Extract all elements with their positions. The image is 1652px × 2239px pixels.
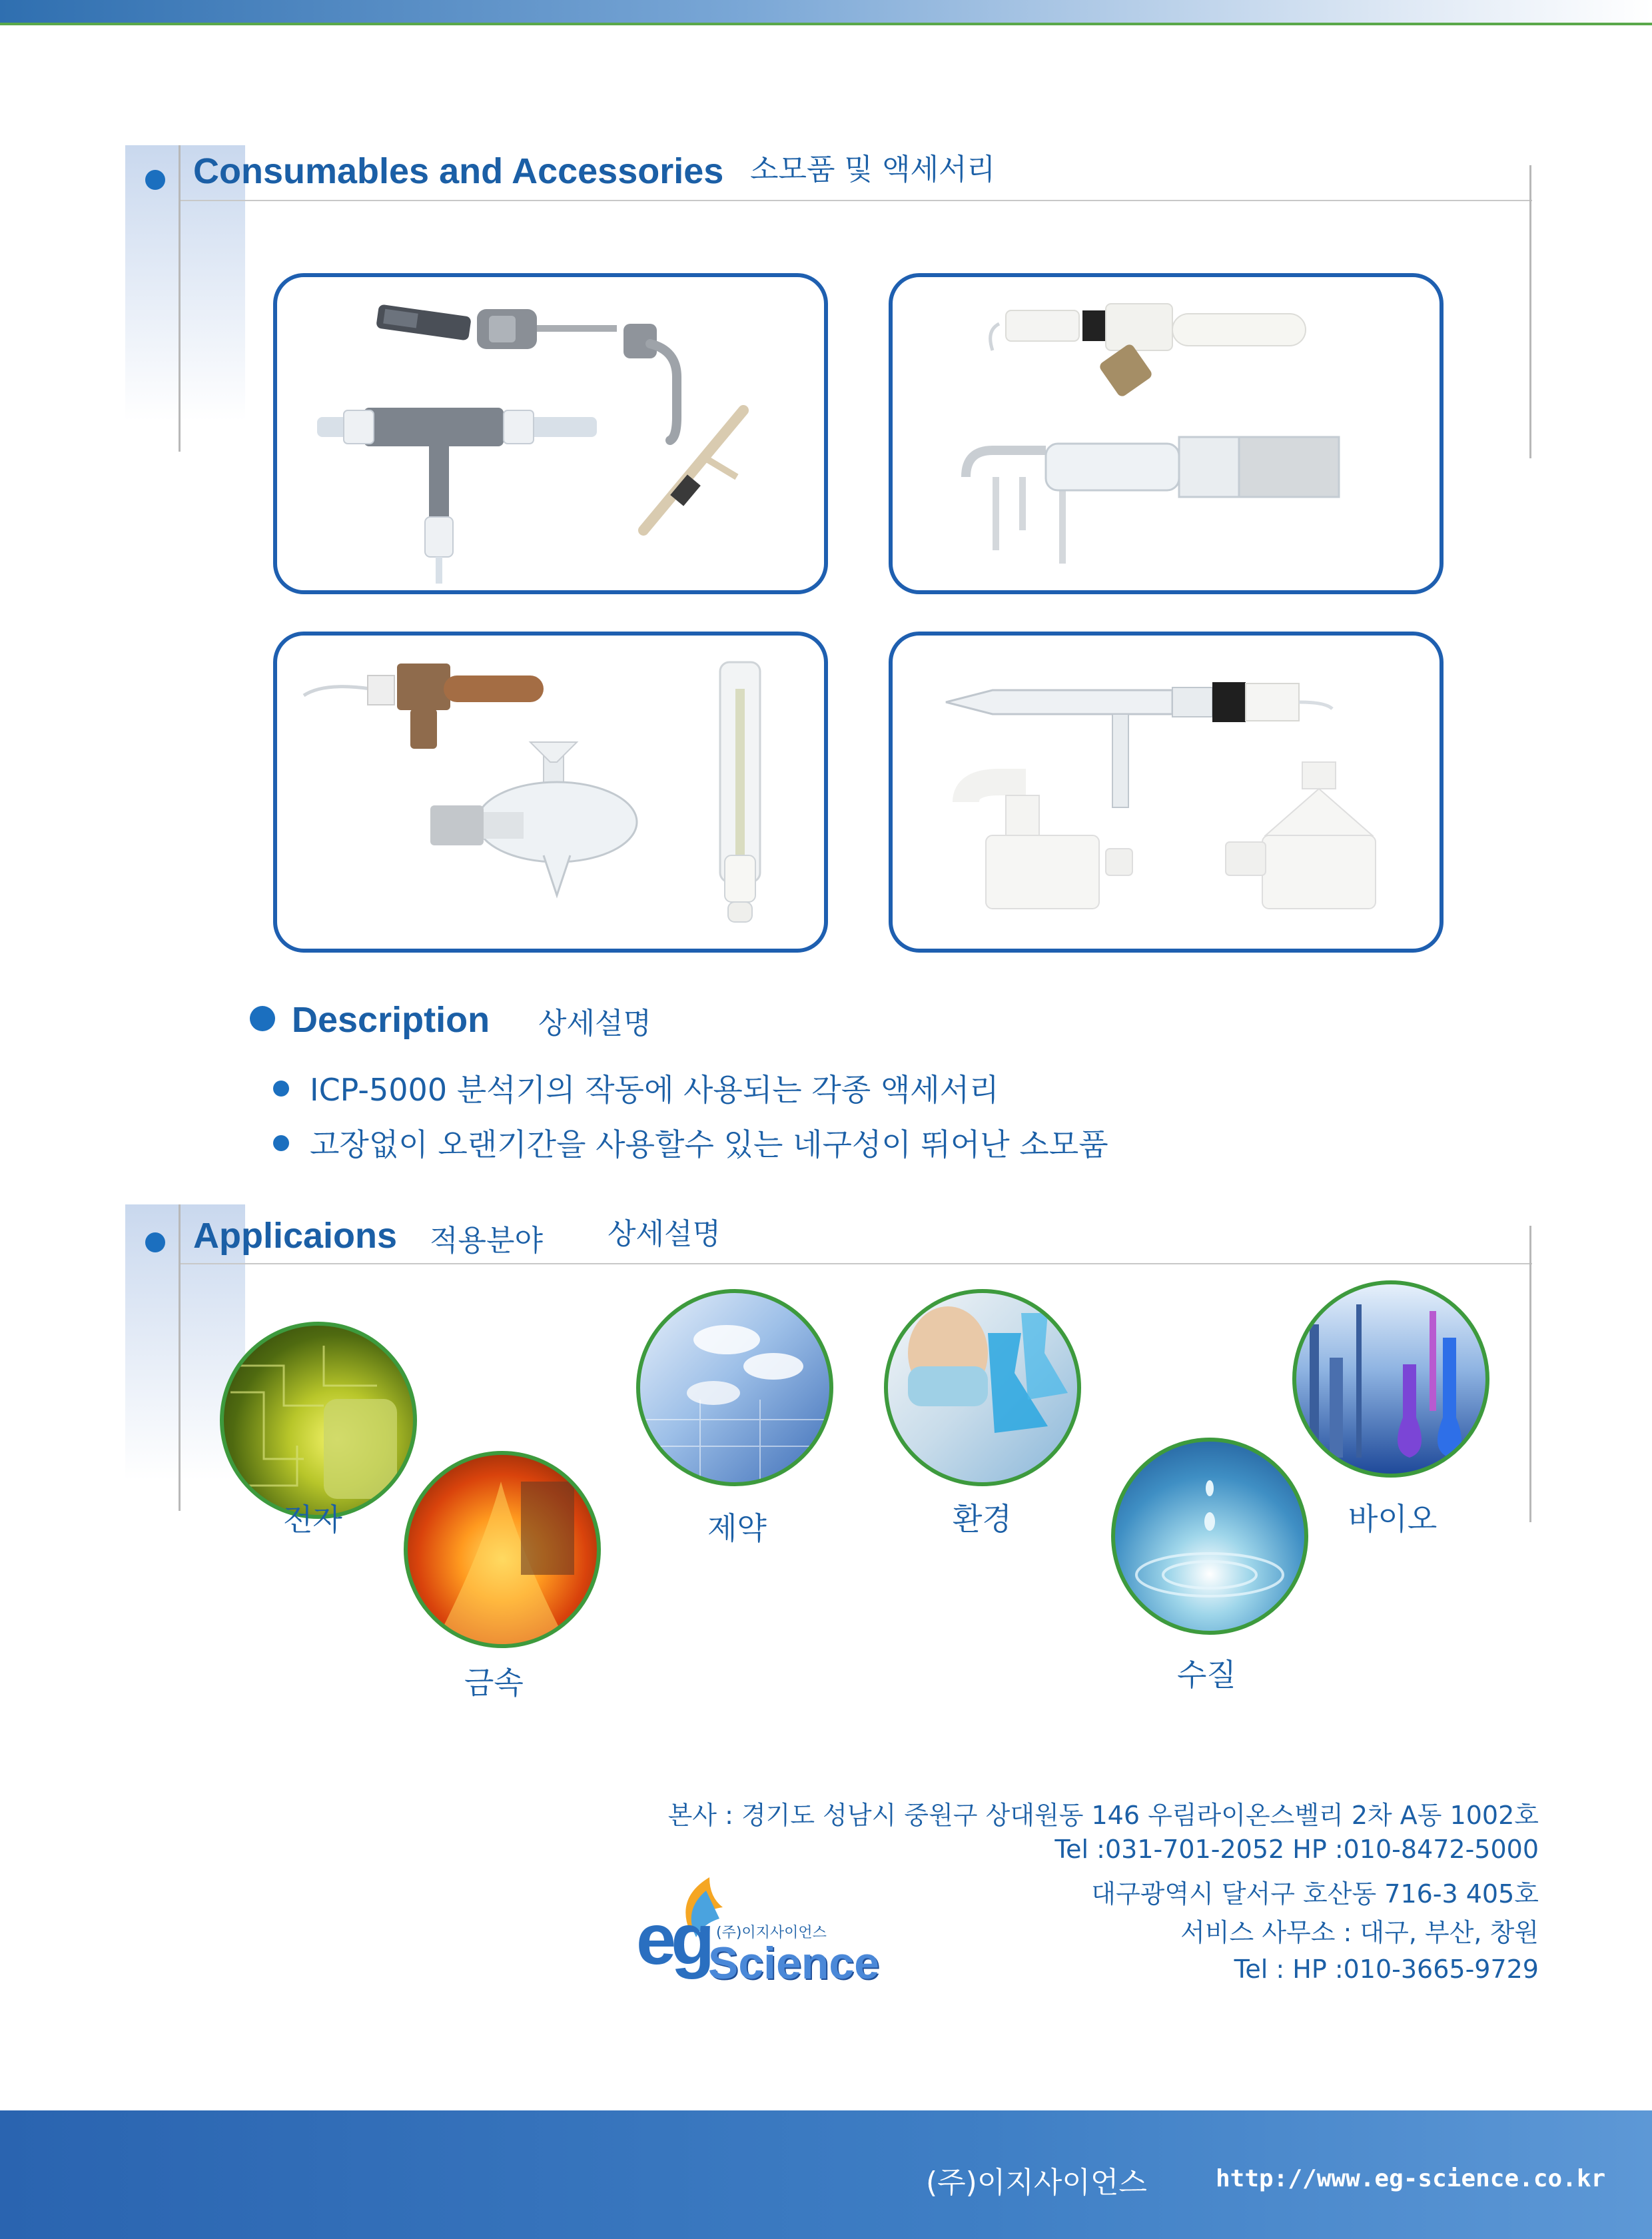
bio-photo — [1292, 1280, 1489, 1478]
section-subtitle-applications: 상세설명 — [608, 1217, 721, 1251]
company-logo — [636, 1871, 896, 1997]
metal-graphic — [408, 1455, 597, 1644]
description-item-bullet — [273, 1081, 289, 1097]
application-label: 금속 — [464, 1665, 524, 1701]
product-panel-concentric-set — [889, 632, 1444, 953]
ptfe-nebulizer — [991, 304, 1306, 398]
ptfe-spray-chamber-b — [1226, 762, 1376, 909]
divider-vertical-right — [1529, 165, 1531, 458]
description-item: ICP-5000 분석기의 작동에 사용되는 각종 액세서리 — [310, 1072, 999, 1108]
application-label: 수질 — [1177, 1657, 1236, 1693]
metal-photo — [404, 1451, 601, 1648]
spray-chambers-illustration — [277, 636, 824, 949]
t-junction — [317, 408, 597, 584]
section-title-applications-kor: 적용분야 — [430, 1224, 544, 1258]
description-bullet — [250, 1006, 275, 1031]
logo-eg-text: eg — [636, 1899, 710, 1979]
bio-graphic — [1296, 1284, 1485, 1474]
divider-vertical-right — [1529, 1226, 1531, 1522]
concentric-set-illustration — [893, 636, 1440, 949]
description-item-bullet — [273, 1135, 289, 1151]
footer-company-name: (주)이지사이언스 — [926, 2166, 1147, 2200]
logo-company-small: (주)이지사이언스 — [716, 1925, 827, 1941]
contact-hq-address: 본사 : 경기도 성남시 중원구 상대원동 146 우림라이온스벨리 2차 A동 1002호 — [667, 1801, 1539, 1830]
contact-hq-tel: Tel :031-701-2052 HP :010-8472-5000 — [1054, 1835, 1539, 1864]
application-label: 환경 — [953, 1501, 1012, 1537]
product-panel-spray-chambers — [273, 632, 828, 953]
section-bullet — [145, 1232, 165, 1252]
injector-tube — [720, 662, 760, 922]
description-title-kor: 상세설명 — [538, 1007, 652, 1041]
bent-tube — [623, 324, 677, 440]
section-title-consumables: Consumables and Accessories — [193, 151, 724, 191]
divider-applications — [180, 1263, 1532, 1264]
pharma-graphic — [640, 1293, 829, 1482]
contact-daegu-address: 대구광역시 달서구 호산동 716-3 405호 — [1091, 1879, 1539, 1909]
connectors-illustration — [277, 277, 824, 590]
product-panel-nebulizer-torch — [889, 273, 1444, 594]
environment-graphic — [888, 1293, 1077, 1482]
environment-photo — [884, 1289, 1081, 1486]
contact-service-tel: Tel : HP :010-3665-9729 — [1234, 1955, 1539, 1984]
section-title-consumables-kor: 소모품 및 액세서리 — [750, 153, 996, 187]
contact-service-offices: 서비스 사무소 : 대구, 부산, 창원 — [1180, 1918, 1539, 1947]
water-photo — [1111, 1438, 1308, 1635]
logo-science-text: Science — [708, 1938, 880, 1989]
capillary-tube — [643, 410, 743, 530]
description-title: Description — [292, 1000, 490, 1040]
nebulizer-torch-illustration — [893, 277, 1440, 590]
application-label: 제약 — [707, 1510, 767, 1546]
section-bullet — [145, 170, 165, 190]
divider-consumables — [180, 200, 1532, 201]
connector-fitting — [376, 304, 617, 349]
divider-vertical-left — [179, 145, 181, 452]
application-label: 전자 — [283, 1502, 342, 1538]
section-title-applications: Applicaions — [193, 1216, 398, 1256]
ptfe-spray-chamber-a — [966, 782, 1132, 909]
quartz-torch — [966, 437, 1339, 564]
brass-nebulizer — [304, 664, 544, 749]
divider-vertical-left — [179, 1204, 181, 1511]
top-gradient-bar — [0, 0, 1652, 25]
electronics-photo — [220, 1322, 417, 1519]
product-panel-connectors — [273, 273, 828, 594]
footer-website-link[interactable]: http://www.eg-science.co.kr — [1216, 2165, 1606, 2192]
water-graphic — [1115, 1442, 1304, 1631]
electronics-graphic — [224, 1326, 413, 1515]
application-label: 바이오 — [1348, 1501, 1438, 1537]
pharma-photo — [636, 1289, 833, 1486]
description-item: 고장없이 오랜기간을 사용할수 있는 네구성이 뛰어난 소모품 — [310, 1126, 1108, 1162]
cyclonic-spray-chamber — [430, 742, 637, 895]
